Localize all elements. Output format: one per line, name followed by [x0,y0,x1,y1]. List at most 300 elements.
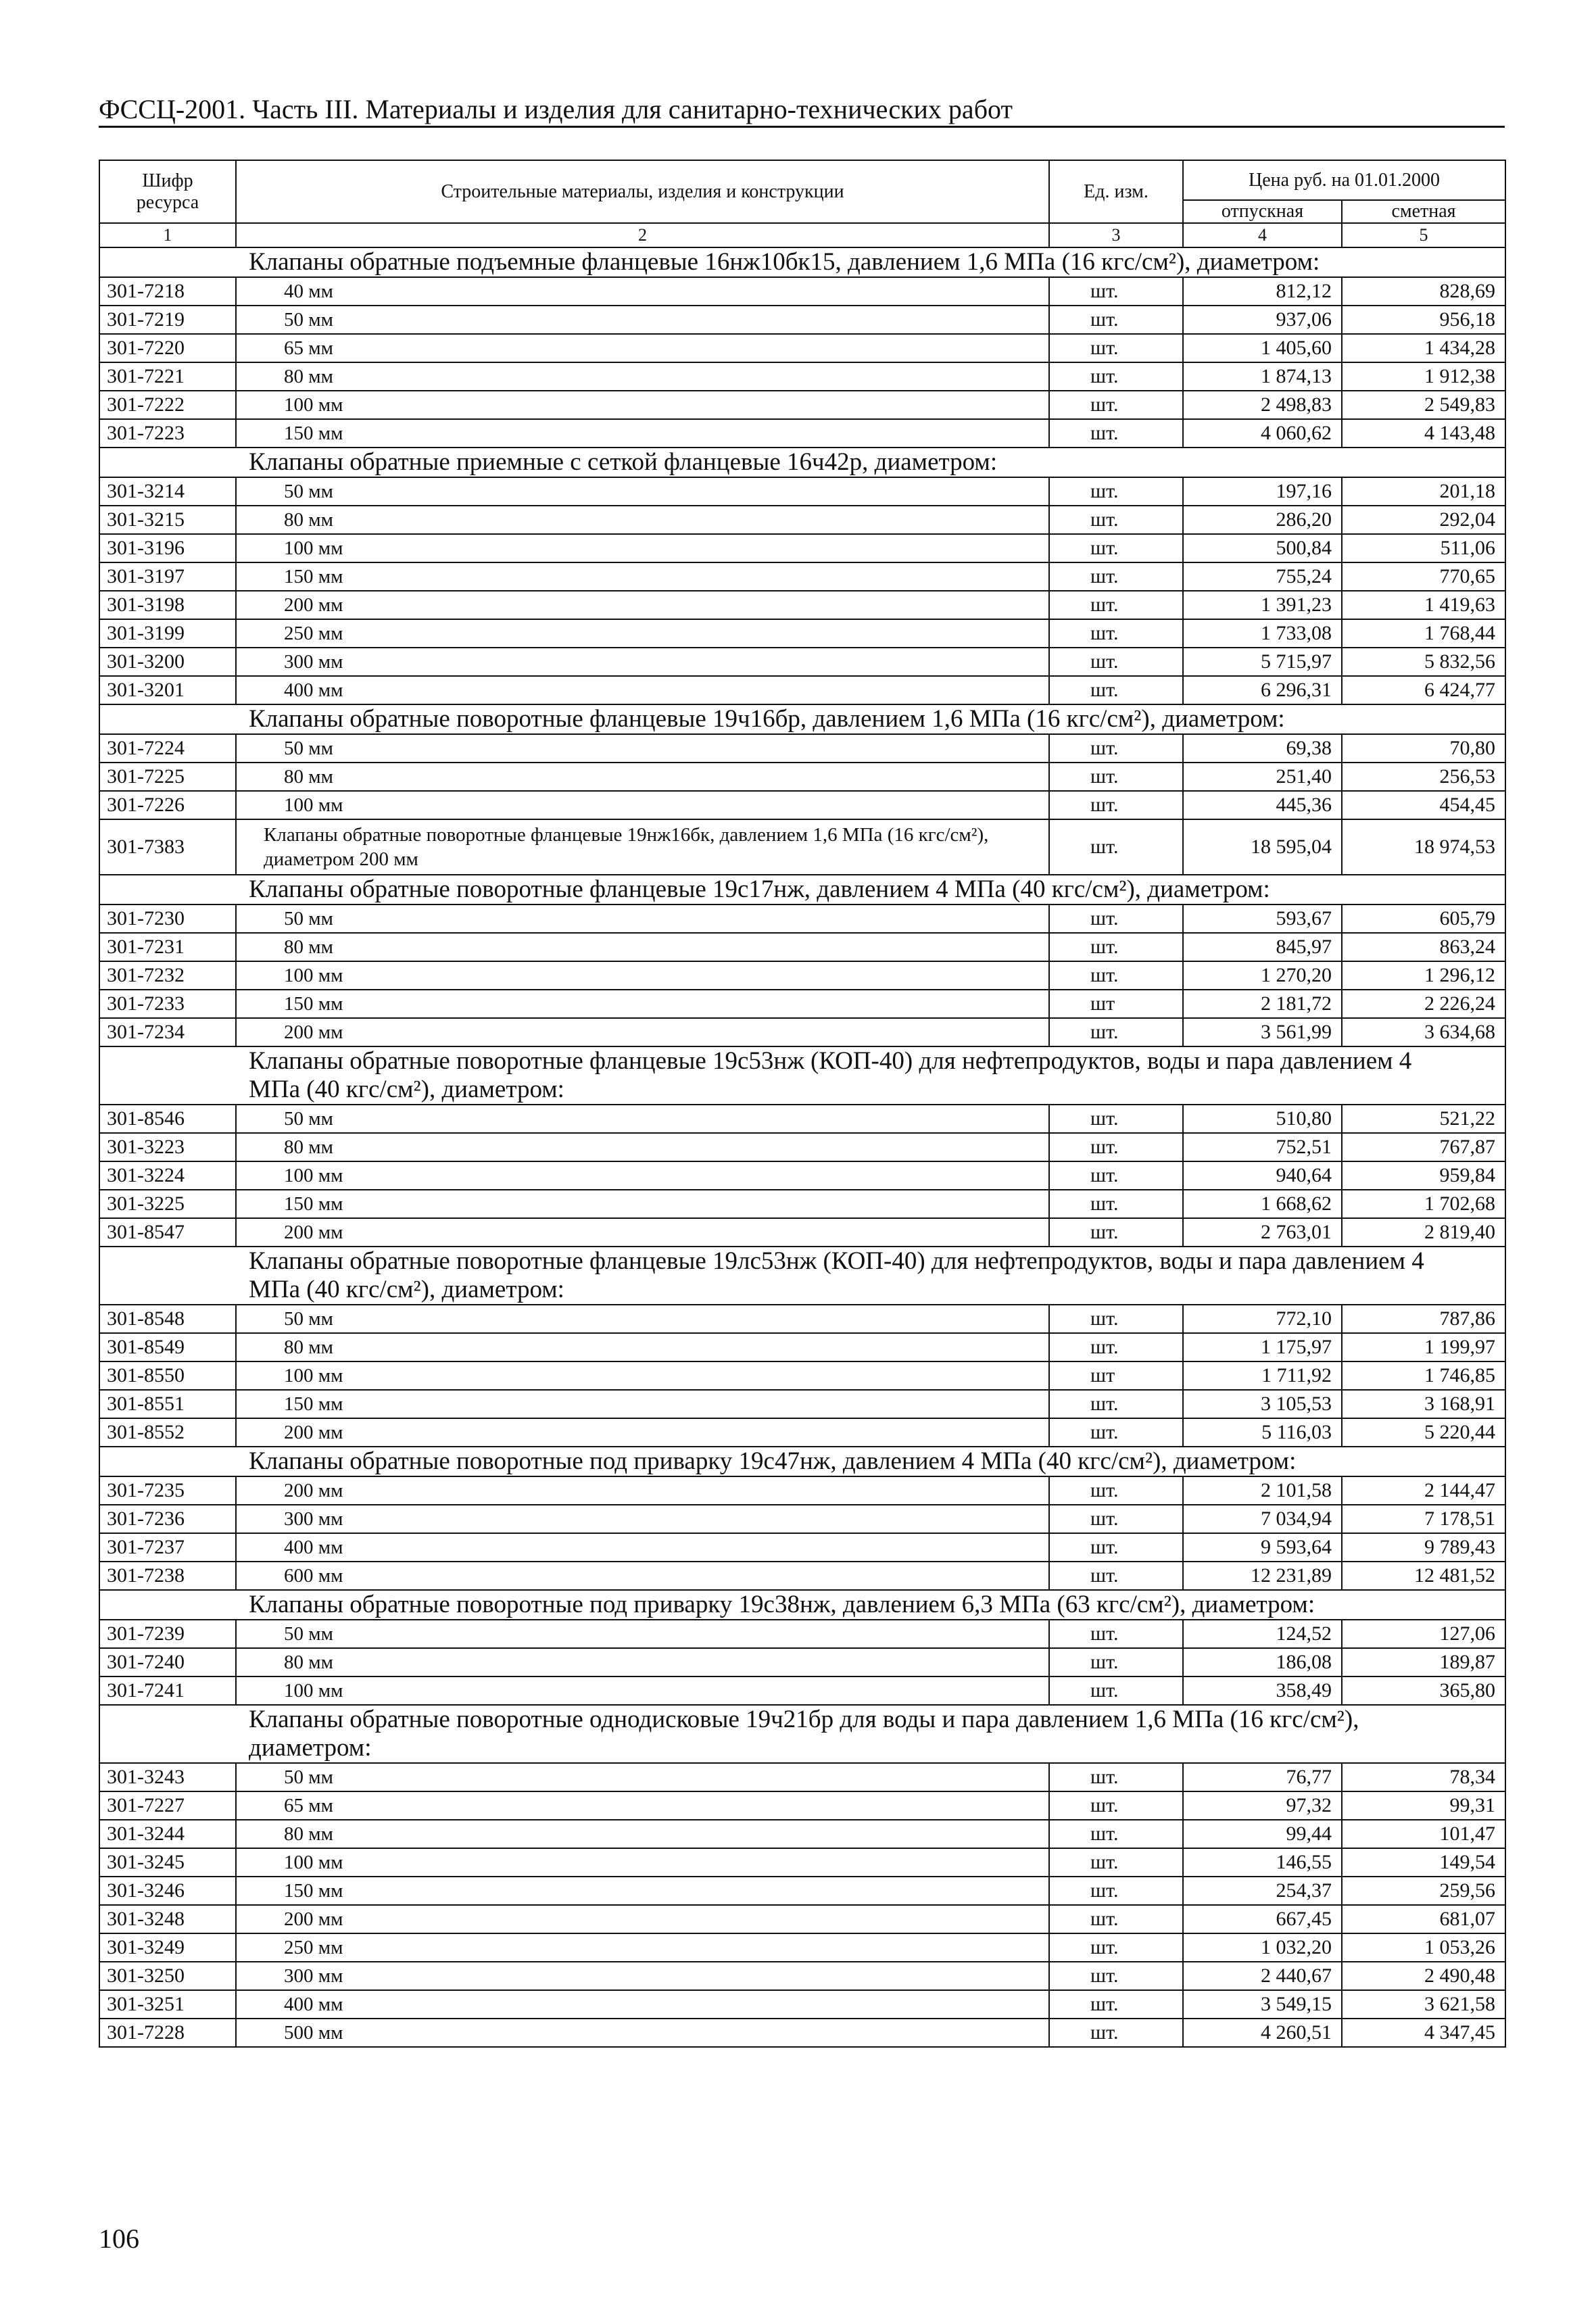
release-price-cell: 286,20 [1183,506,1342,534]
release-price-cell: 254,37 [1183,1877,1342,1905]
unit-cell: шт. [1049,1418,1183,1447]
table-row [99,419,1505,448]
estimate-price-cell: 1 746,85 [1342,1361,1505,1390]
unit-cell: шт. [1049,648,1183,676]
material-name-cell: 80 мм [236,1648,1049,1676]
release-price-cell: 812,12 [1183,277,1342,306]
resource-code-cell: 301-3250 [99,1962,236,1990]
estimate-price-cell: 4 143,48 [1342,419,1505,448]
section-title: Клапаны обратные подъемные фланцевые 16нж10бк15, давлением 1,6 МПа (16 кгс/см²), диаметром: [99,247,1505,277]
release-price-cell: 3 561,99 [1183,1018,1342,1046]
estimate-price-cell: 454,45 [1342,791,1505,819]
table-row [99,1905,1505,1933]
release-price-cell: 146,55 [1183,1848,1342,1877]
release-price-cell: 1 668,62 [1183,1190,1342,1218]
unit-cell: шт. [1049,1018,1183,1046]
table-row [99,1476,1505,1505]
table-row [99,1361,1505,1390]
unit-cell: шт. [1049,1190,1183,1218]
release-price-cell: 1 874,13 [1183,362,1342,391]
column-number: 2 [236,223,1049,247]
material-name-cell: 100 мм [236,391,1049,419]
section-title: Клапаны обратные поворотные под приварку 19с47нж, давлением 4 МПа (40 кгс/см²), диаметром: [99,1447,1505,1476]
estimate-price-cell: 2 490,48 [1342,1962,1505,1990]
estimate-price-cell: 1 434,28 [1342,334,1505,362]
section-title: Клапаны обратные поворотные фланцевые 19лс53нж (КОП-40) для нефтепродуктов, воды и пара давлением 4 МПа (40 кгс/см²), диаметром: [99,1247,1505,1305]
estimate-price-cell: 292,04 [1342,506,1505,534]
estimate-price-cell: 1 768,44 [1342,619,1505,648]
material-name-cell: 400 мм [236,676,1049,704]
unit-cell: шт. [1049,477,1183,506]
header-rule [99,126,1505,128]
material-name-cell: 50 мм [236,1620,1049,1648]
release-price-cell: 4 060,62 [1183,419,1342,448]
unit-cell: шт. [1049,1390,1183,1418]
release-price-cell: 940,64 [1183,1161,1342,1190]
estimate-price-cell: 365,80 [1342,1676,1505,1705]
resource-code-cell: 301-7220 [99,334,236,362]
unit-cell: шт. [1049,1648,1183,1676]
release-price-cell: 69,38 [1183,734,1342,763]
unit-cell: шт. [1049,763,1183,791]
estimate-price-cell: 256,53 [1342,763,1505,791]
release-price-cell: 124,52 [1183,1620,1342,1648]
material-name-cell: Клапаны обратные поворотные фланцевые 19нж16бк, давлением 1,6 МПа (16 кгс/см²), диаметром 200 мм [236,819,1049,875]
estimate-price-cell: 1 419,63 [1342,591,1505,619]
resource-code-cell: 301-3245 [99,1848,236,1877]
table-row [99,1877,1505,1905]
unit-cell: шт. [1049,1133,1183,1161]
section-header-row [99,1447,1505,1476]
unit-cell: шт. [1049,419,1183,448]
release-price-cell: 2 498,83 [1183,391,1342,419]
estimate-price-cell: 770,65 [1342,562,1505,591]
page-number: 106 [99,2223,139,2254]
resource-code-cell: 301-3249 [99,1933,236,1962]
table-row [99,1933,1505,1962]
release-price-cell: 197,16 [1183,477,1342,506]
material-name-cell: 400 мм [236,1533,1049,1562]
release-price-cell: 18 595,04 [1183,819,1342,875]
header-name: Строительные материалы, изделия и конструкции [236,160,1049,223]
estimate-price-cell: 1 912,38 [1342,362,1505,391]
release-price-cell: 937,06 [1183,306,1342,334]
material-name-cell: 40 мм [236,277,1049,306]
resource-code-cell: 301-7238 [99,1562,236,1590]
unit-cell: шт. [1049,277,1183,306]
section-header-row [99,875,1505,904]
unit-cell: шт. [1049,1218,1183,1247]
material-name-cell: 100 мм [236,961,1049,990]
table-row [99,1418,1505,1447]
material-name-cell: 80 мм [236,362,1049,391]
material-name-cell: 50 мм [236,904,1049,933]
release-price-cell: 251,40 [1183,763,1342,791]
table-row [99,1962,1505,1990]
table-row [99,277,1505,306]
material-name-cell: 80 мм [236,1820,1049,1848]
section-title: Клапаны обратные поворотные фланцевые 19ч16бр, давлением 1,6 МПа (16 кгс/см²), диаметром: [99,704,1505,734]
material-name-cell: 50 мм [236,734,1049,763]
table-row [99,1505,1505,1533]
estimate-price-cell: 959,84 [1342,1161,1505,1190]
material-name-cell: 150 мм [236,1390,1049,1418]
unit-cell: шт. [1049,1476,1183,1505]
unit-cell: шт. [1049,391,1183,419]
resource-code-cell: 301-7237 [99,1533,236,1562]
resource-code-cell: 301-7234 [99,1018,236,1046]
material-name-cell: 150 мм [236,419,1049,448]
resource-code-cell: 301-3196 [99,534,236,562]
material-name-cell: 80 мм [236,763,1049,791]
section-title: Клапаны обратные поворотные фланцевые 19с53нж (КОП-40) для нефтепродуктов, воды и пара давлением 4 МПа (40 кгс/см²), диаметром: [99,1046,1505,1105]
table-row [99,1305,1505,1333]
estimate-price-cell: 1 702,68 [1342,1190,1505,1218]
material-name-cell: 150 мм [236,1877,1049,1905]
section-title: Клапаны обратные поворотные фланцевые 19с17нж, давлением 4 МПа (40 кгс/см²), диаметром: [99,875,1505,904]
release-price-cell: 1 391,23 [1183,591,1342,619]
estimate-price-cell: 3 634,68 [1342,1018,1505,1046]
release-price-cell: 5 715,97 [1183,648,1342,676]
estimate-price-cell: 767,87 [1342,1133,1505,1161]
resource-code-cell: 301-7219 [99,306,236,334]
estimate-price-cell: 5 832,56 [1342,648,1505,676]
resource-code-cell: 301-8547 [99,1218,236,1247]
section-title: Клапаны обратные приемные с сеткой фланцевые 16ч42р, диаметром: [99,448,1505,477]
table-row [99,763,1505,791]
material-name-cell: 200 мм [236,1476,1049,1505]
unit-cell: шт. [1049,1305,1183,1333]
release-price-cell: 1 405,60 [1183,334,1342,362]
material-name-cell: 80 мм [236,1133,1049,1161]
release-price-cell: 3 549,15 [1183,1990,1342,2019]
resource-code-cell: 301-8546 [99,1105,236,1133]
release-price-cell: 755,24 [1183,562,1342,591]
resource-code-cell: 301-8552 [99,1418,236,1447]
resource-code-cell: 301-7222 [99,391,236,419]
resource-code-cell: 301-3214 [99,477,236,506]
resource-code-cell: 301-3199 [99,619,236,648]
table-row [99,961,1505,990]
unit-cell: шт. [1049,1620,1183,1648]
unit-cell: шт. [1049,819,1183,875]
table-row [99,734,1505,763]
release-price-cell: 445,36 [1183,791,1342,819]
material-name-cell: 50 мм [236,1305,1049,1333]
table-row [99,904,1505,933]
resource-code-cell: 301-3243 [99,1763,236,1791]
table-row [99,362,1505,391]
table-row [99,819,1505,875]
resource-code-cell: 301-3248 [99,1905,236,1933]
release-price-cell: 2 440,67 [1183,1962,1342,1990]
release-price-cell: 1 733,08 [1183,619,1342,648]
table-row [99,1990,1505,2019]
unit-cell: шт. [1049,1848,1183,1877]
release-price-cell: 2 763,01 [1183,1218,1342,1247]
table-row [99,1676,1505,1705]
table-row [99,990,1505,1018]
column-number: 5 [1342,223,1505,247]
resource-code-cell: 301-7221 [99,362,236,391]
release-price-cell: 1 711,92 [1183,1361,1342,1390]
table-row [99,306,1505,334]
table-row [99,1533,1505,1562]
estimate-price-cell: 149,54 [1342,1848,1505,1877]
estimate-price-cell: 511,06 [1342,534,1505,562]
table-row [99,1105,1505,1133]
release-price-cell: 772,10 [1183,1305,1342,1333]
release-price-cell: 97,32 [1183,1791,1342,1820]
table-row [99,1390,1505,1418]
column-number: 4 [1183,223,1342,247]
estimate-price-cell: 101,47 [1342,1820,1505,1848]
header-price-estimate: сметная [1342,200,1505,223]
table-row [99,619,1505,648]
resource-code-cell: 301-7239 [99,1620,236,1648]
estimate-price-cell: 3 621,58 [1342,1990,1505,2019]
material-name-cell: 100 мм [236,791,1049,819]
release-price-cell: 358,49 [1183,1676,1342,1705]
material-name-cell: 50 мм [236,477,1049,506]
estimate-price-cell: 521,22 [1342,1105,1505,1133]
table-row [99,506,1505,534]
estimate-price-cell: 828,69 [1342,277,1505,306]
resource-code-cell: 301-7218 [99,277,236,306]
resource-code-cell: 301-8549 [99,1333,236,1361]
unit-cell: шт. [1049,1105,1183,1133]
release-price-cell: 667,45 [1183,1905,1342,1933]
material-name-cell: 200 мм [236,1905,1049,1933]
resource-code-cell: 301-7230 [99,904,236,933]
estimate-price-cell: 3 168,91 [1342,1390,1505,1418]
estimate-price-cell: 1 296,12 [1342,961,1505,990]
release-price-cell: 845,97 [1183,933,1342,961]
material-name-cell: 50 мм [236,1105,1049,1133]
table-row [99,1648,1505,1676]
unit-cell: шт. [1049,1962,1183,1990]
resource-code-cell: 301-3198 [99,591,236,619]
material-name-cell: 300 мм [236,1962,1049,1990]
table-row [99,1133,1505,1161]
section-title: Клапаны обратные поворотные под приварку 19с38нж, давлением 6,3 МПа (63 кгс/см²), диаметром: [99,1590,1505,1620]
estimate-price-cell: 1 199,97 [1342,1333,1505,1361]
header-unit: Ед. изм. [1049,160,1183,223]
estimate-price-cell: 681,07 [1342,1905,1505,1933]
resource-code-cell: 301-3251 [99,1990,236,2019]
section-header-row [99,1247,1505,1305]
resource-code-cell: 301-7232 [99,961,236,990]
unit-cell: шт. [1049,1562,1183,1590]
material-name-cell: 300 мм [236,1505,1049,1533]
estimate-price-cell: 9 789,43 [1342,1533,1505,1562]
estimate-price-cell: 1 053,26 [1342,1933,1505,1962]
resource-code-cell: 301-7224 [99,734,236,763]
unit-cell: шт. [1049,961,1183,990]
resource-code-cell: 301-3224 [99,1161,236,1190]
unit-cell: шт. [1049,1905,1183,1933]
table-row [99,1190,1505,1218]
table-row [99,676,1505,704]
unit-cell: шт. [1049,534,1183,562]
unit-cell: шт. [1049,1763,1183,1791]
estimate-price-cell: 6 424,77 [1342,676,1505,704]
resource-code-cell: 301-7383 [99,819,236,875]
release-price-cell: 7 034,94 [1183,1505,1342,1533]
resource-code-cell: 301-7240 [99,1648,236,1676]
release-price-cell: 1 175,97 [1183,1333,1342,1361]
release-price-cell: 186,08 [1183,1648,1342,1676]
header-price-release: отпускная [1183,200,1342,223]
material-name-cell: 80 мм [236,933,1049,961]
unit-cell: шт. [1049,362,1183,391]
resource-code-cell: 301-7223 [99,419,236,448]
estimate-price-cell: 2 144,47 [1342,1476,1505,1505]
section-header-row [99,1046,1505,1105]
material-name-cell: 200 мм [236,1418,1049,1447]
estimate-price-cell: 201,18 [1342,477,1505,506]
table-row [99,933,1505,961]
material-name-cell: 250 мм [236,619,1049,648]
estimate-price-cell: 863,24 [1342,933,1505,961]
material-name-cell: 200 мм [236,591,1049,619]
unit-cell: шт. [1049,2019,1183,2047]
release-price-cell: 2 181,72 [1183,990,1342,1018]
estimate-price-cell: 259,56 [1342,1877,1505,1905]
resource-code-cell: 301-3246 [99,1877,236,1905]
table-row [99,334,1505,362]
estimate-price-cell: 2 549,83 [1342,391,1505,419]
resource-code-cell: 301-7228 [99,2019,236,2047]
table-row [99,1333,1505,1361]
unit-cell: шт. [1049,619,1183,648]
unit-cell: шт. [1049,904,1183,933]
estimate-price-cell: 70,80 [1342,734,1505,763]
material-name-cell: 200 мм [236,1218,1049,1247]
table-row [99,562,1505,591]
estimate-price-cell: 7 178,51 [1342,1505,1505,1533]
table-row [99,391,1505,419]
unit-cell: шт. [1049,1333,1183,1361]
estimate-price-cell: 5 220,44 [1342,1418,1505,1447]
table-row [99,1820,1505,1848]
unit-cell: шт. [1049,1990,1183,2019]
estimate-price-cell: 605,79 [1342,904,1505,933]
resource-code-cell: 301-3197 [99,562,236,591]
table-row [99,591,1505,619]
release-price-cell: 5 116,03 [1183,1418,1342,1447]
material-name-cell: 150 мм [236,1190,1049,1218]
table-row [99,1018,1505,1046]
estimate-price-cell: 99,31 [1342,1791,1505,1820]
table-body [99,247,1505,2047]
table-row [99,1791,1505,1820]
material-name-cell: 200 мм [236,1018,1049,1046]
estimate-price-cell: 12 481,52 [1342,1562,1505,1590]
unit-cell: шт. [1049,734,1183,763]
release-price-cell: 1 032,20 [1183,1933,1342,1962]
release-price-cell: 6 296,31 [1183,676,1342,704]
material-name-cell: 80 мм [236,506,1049,534]
resource-code-cell: 301-8548 [99,1305,236,1333]
estimate-price-cell: 127,06 [1342,1620,1505,1648]
release-price-cell: 76,77 [1183,1763,1342,1791]
estimate-price-cell: 78,34 [1342,1763,1505,1791]
material-name-cell: 150 мм [236,990,1049,1018]
release-price-cell: 1 270,20 [1183,961,1342,990]
resource-code-cell: 301-7227 [99,1791,236,1820]
material-name-cell: 250 мм [236,1933,1049,1962]
table-row [99,477,1505,506]
release-price-cell: 3 105,53 [1183,1390,1342,1418]
unit-cell: шт. [1049,591,1183,619]
material-name-cell: 500 мм [236,2019,1049,2047]
unit-cell: шт. [1049,334,1183,362]
unit-cell: шт. [1049,1533,1183,1562]
material-name-cell: 50 мм [236,306,1049,334]
table-row [99,791,1505,819]
release-price-cell: 9 593,64 [1183,1533,1342,1562]
unit-cell: шт. [1049,1820,1183,1848]
release-price-cell: 99,44 [1183,1820,1342,1848]
unit-cell: шт. [1049,1161,1183,1190]
table-row [99,1218,1505,1247]
section-header-row [99,247,1505,277]
resource-code-cell: 301-8551 [99,1390,236,1418]
release-price-cell: 4 260,51 [1183,2019,1342,2047]
resource-code-cell: 301-3244 [99,1820,236,1848]
material-name-cell: 100 мм [236,1161,1049,1190]
unit-cell: шт. [1049,1877,1183,1905]
estimate-price-cell: 956,18 [1342,306,1505,334]
estimate-price-cell: 189,87 [1342,1648,1505,1676]
resource-code-cell: 301-7235 [99,1476,236,1505]
table-row [99,534,1505,562]
section-header-row [99,448,1505,477]
table-row [99,1763,1505,1791]
material-name-cell: 65 мм [236,1791,1049,1820]
resource-code-cell: 301-8550 [99,1361,236,1390]
unit-cell: шт [1049,990,1183,1018]
unit-cell: шт. [1049,1933,1183,1962]
release-price-cell: 593,67 [1183,904,1342,933]
section-header-row [99,1590,1505,1620]
material-name-cell: 100 мм [236,534,1049,562]
unit-cell: шт. [1049,676,1183,704]
price-table [99,160,1506,2048]
table-row [99,648,1505,676]
table-row [99,1848,1505,1877]
unit-cell: шт. [1049,1505,1183,1533]
estimate-price-cell: 2 226,24 [1342,990,1505,1018]
table-row [99,1161,1505,1190]
column-number: 1 [99,223,236,247]
material-name-cell: 100 мм [236,1676,1049,1705]
section-header-row [99,1705,1505,1763]
material-name-cell: 100 мм [236,1848,1049,1877]
table-row [99,1562,1505,1590]
material-name-cell: 600 мм [236,1562,1049,1590]
resource-code-cell: 301-3200 [99,648,236,676]
resource-code-cell: 301-7241 [99,1676,236,1705]
release-price-cell: 2 101,58 [1183,1476,1342,1505]
header-code: Шифр ресурса [99,160,236,223]
material-name-cell: 65 мм [236,334,1049,362]
page-header: ФССЦ-2001. Часть III. Материалы и изделия для санитарно-технических работ [99,94,1013,124]
unit-cell: шт [1049,1361,1183,1390]
unit-cell: шт. [1049,562,1183,591]
resource-code-cell: 301-7225 [99,763,236,791]
